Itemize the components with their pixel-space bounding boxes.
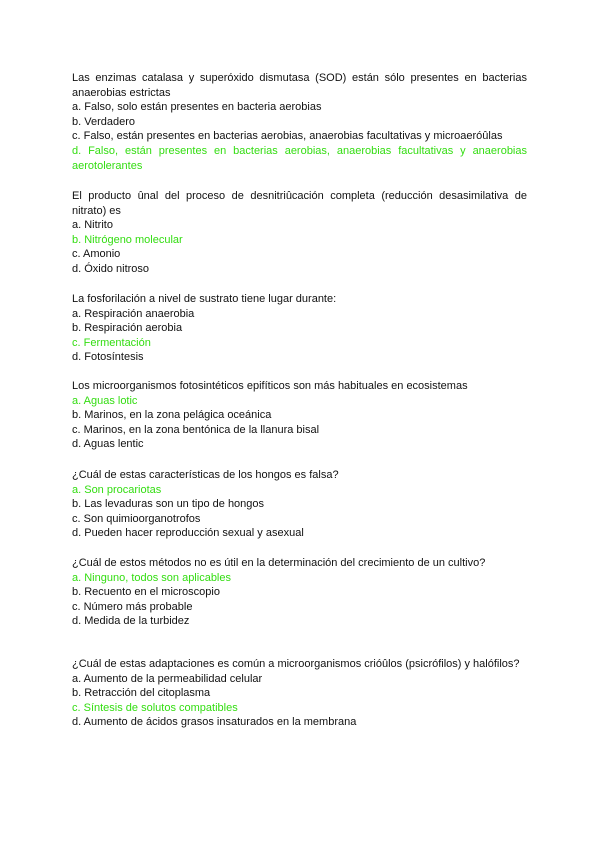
- option-c: c. Marinos, en la zona bentónica de la llanura bisal: [72, 423, 320, 436]
- option-a-correct: a. Ninguno, todos son aplicables: [72, 571, 231, 584]
- option-c: c. Número más probable: [72, 600, 193, 613]
- option-b: b. Respiración aerobia: [72, 322, 183, 335]
- option-a: a. Respiración anaerobia: [72, 307, 195, 320]
- option-d: d. Óxido nitroso: [72, 262, 150, 275]
- option-c: c. Amonio: [72, 248, 121, 261]
- question-stem: El producto ûnal del proceso de desnitriûcación completa (reducción desasimilativa de nitrato) es: [72, 190, 527, 217]
- option-d-correct: d. Falso, están presentes en bacterias aerobias, anaerobias facultativas y anaerobias aerotolerantes: [72, 144, 527, 172]
- option-d: d. Medida de la turbidez: [72, 615, 190, 628]
- question-6: [72, 556, 527, 629]
- question-5: [72, 468, 527, 541]
- option-a: a. Nitrito: [72, 219, 113, 232]
- question-stem: ¿Cuál de estas adaptaciones es común a microorganismos crióûlos (psicrófilos) y halófilos?: [72, 658, 520, 670]
- option-d: d. Pueden hacer reproducción sexual y asexual: [72, 527, 304, 540]
- option-c-correct: c. Fermentación: [72, 336, 151, 349]
- question-stem: Los microorganismos fotosintéticos epifíticos son más habituales en ecosistemas: [72, 380, 468, 392]
- question-stem: Las enzimas catalasa y superóxido dismutasa (SOD) están sólo presentes en bacterias anaerobias estrictas: [72, 72, 527, 99]
- option-b: b. Verdadero: [72, 115, 135, 128]
- question-2: [72, 189, 527, 277]
- question-stem: ¿Cuál de estas características de los hongos es falsa?: [72, 469, 339, 481]
- option-b-correct: b. Nitrógeno molecular: [72, 233, 183, 246]
- option-c-correct: c. Síntesis de solutos compatibles: [72, 701, 238, 714]
- option-a: a. Aumento de la permeabilidad celular: [72, 672, 263, 685]
- question-stem: La fosforilación a nivel de sustrato tiene lugar durante:: [72, 293, 337, 305]
- option-b: b. Retracción del citoplasma: [72, 687, 211, 700]
- option-c: c. Falso, están presentes en bacterias aerobias, anaerobias facultativas y microaeróûlas: [72, 130, 503, 143]
- option-d: d. Aumento de ácidos grasos insaturados en la membrana: [72, 716, 357, 729]
- option-a-correct: a. Son procariotas: [72, 483, 162, 496]
- option-d: d. Aguas lentic: [72, 438, 144, 451]
- option-a: a. Falso, solo están presentes en bacteria aerobias: [72, 101, 322, 114]
- option-b: b. Recuento en el microscopio: [72, 586, 220, 599]
- option-a-correct: a. Aguas lotic: [72, 394, 138, 407]
- option-d: d. Fotosíntesis: [72, 351, 144, 364]
- question-stem: ¿Cuál de estos métodos no es útil en la determinación del crecimiento de un cultivo?: [72, 557, 486, 569]
- option-b: b. Marinos, en la zona pelágica oceánica: [72, 409, 272, 422]
- question-4: [72, 379, 527, 452]
- question-1: [72, 71, 527, 173]
- question-7: [72, 657, 527, 730]
- option-c: c. Son quimioorganotrofos: [72, 512, 201, 525]
- question-3: [72, 292, 527, 365]
- option-b: b. Las levaduras son un tipo de hongos: [72, 498, 265, 511]
